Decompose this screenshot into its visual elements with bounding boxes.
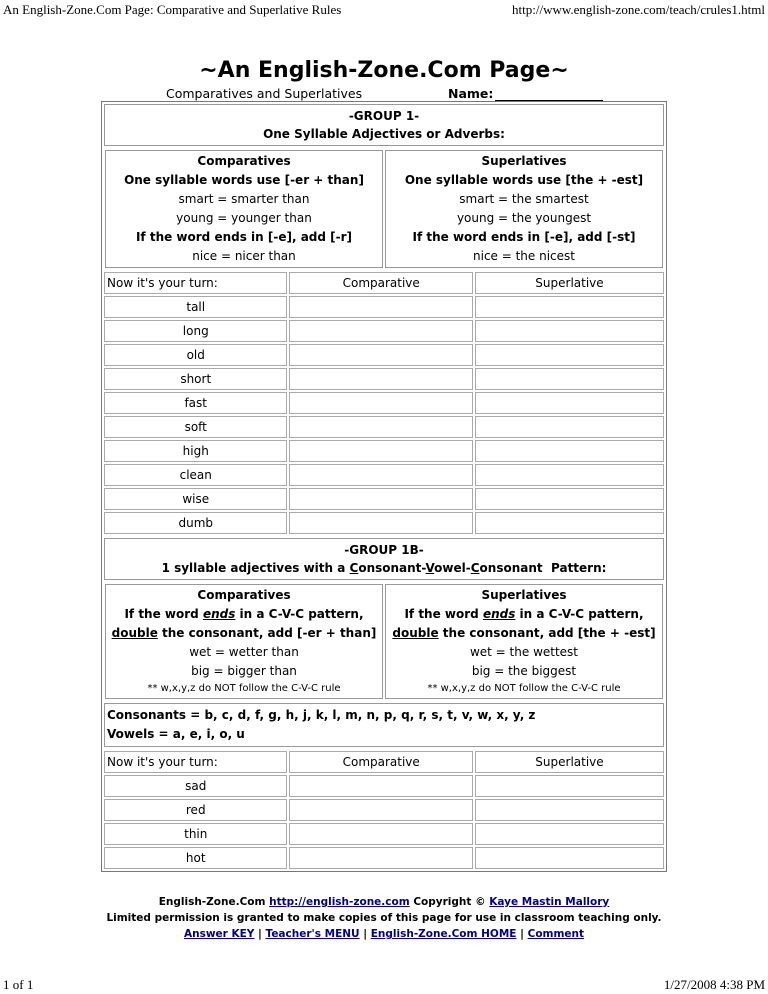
name-blank [495, 88, 603, 101]
answer-key-link[interactable]: Answer KEY [183, 928, 255, 940]
group1b-heading: -GROUP 1B- [344, 543, 424, 557]
group1-superlatives [385, 150, 663, 268]
practice-word: clean [104, 464, 287, 486]
group1-rules [104, 148, 664, 270]
table-row [104, 392, 664, 414]
rule-text: in a C-V-C pattern, [515, 607, 644, 621]
print-url: http://www.english-zone.com/teach/crules1.html [512, 2, 765, 17]
group1b-header [104, 538, 664, 580]
practice-word: long [104, 320, 287, 342]
copyright-text: Copyright © [409, 896, 490, 908]
group1-subheading: One Syllable Adjectives or Adverbs: [263, 127, 505, 141]
footer-links [0, 926, 768, 942]
comparatives-rule [108, 605, 380, 624]
table-header-row [104, 272, 664, 294]
group1b-subheading [107, 559, 661, 577]
practice-word: sad [104, 775, 287, 797]
table-row [104, 368, 664, 390]
comparatives-title: Comparatives [197, 154, 291, 168]
subheading-text: 1 syllable adjectives with a [161, 561, 350, 575]
comparatives-example: nice = nicer than [192, 249, 296, 263]
column-header: Now it's your turn: [104, 272, 287, 294]
table-row [104, 344, 664, 366]
answer-cell[interactable] [475, 320, 664, 342]
table-row [104, 823, 664, 845]
comparatives-rule: One syllable words use [-er + than] [124, 173, 364, 187]
rule-text: the consonant, add [the + -est] [438, 626, 656, 640]
group1b-practice-table [102, 749, 666, 871]
group1-practice-table [102, 270, 666, 536]
superlatives-title: Superlatives [481, 154, 567, 168]
page-footer [0, 894, 768, 942]
superlatives-example: wet = the wettest [469, 645, 579, 659]
link-separator: | [254, 928, 266, 940]
print-datetime: 1/27/2008 4:38 PM [663, 977, 765, 992]
comparatives-note: ** w,x,y,z do NOT follow the C-V-C rule [147, 683, 341, 694]
teachers-menu-link[interactable]: Teacher's MENU [265, 928, 360, 940]
subheading-text: onsonant Pattern: [479, 561, 607, 575]
superlatives-rule [388, 605, 660, 624]
practice-word: fast [104, 392, 287, 414]
comparatives-example: wet = wetter than [189, 645, 299, 659]
practice-word: tall [104, 296, 287, 318]
answer-cell[interactable] [289, 368, 472, 390]
subheading-text: owel- [434, 561, 471, 575]
subheading-c: C [349, 561, 359, 575]
practice-word: hot [104, 847, 287, 869]
answer-cell[interactable] [289, 392, 472, 414]
answer-cell[interactable] [289, 823, 472, 845]
group1-heading: -GROUP 1- [348, 109, 420, 123]
subheading-text: onsonant- [358, 561, 426, 575]
table-row [104, 296, 664, 318]
table-row [104, 799, 664, 821]
link-separator: | [359, 928, 371, 940]
answer-cell[interactable] [289, 775, 472, 797]
answer-cell[interactable] [475, 488, 664, 510]
column-header: Superlative [475, 272, 664, 294]
column-header: Comparative [289, 272, 472, 294]
practice-word: old [104, 344, 287, 366]
rule-emphasis: double [392, 626, 439, 640]
answer-cell[interactable] [289, 320, 472, 342]
vowels-list: Vowels = a, e, i, o, u [107, 727, 245, 741]
print-page-count: 1 of 1 [3, 977, 34, 992]
page-title: ~An English-Zone.Com Page~ [199, 58, 569, 83]
column-header: Now it's your turn: [104, 751, 287, 773]
comparatives-rule-e: If the word ends in [-e], add [-r] [135, 230, 353, 244]
answer-cell[interactable] [475, 464, 664, 486]
superlatives-rule-e: If the word ends in [-e], add [-st] [412, 230, 636, 244]
table-row [104, 320, 664, 342]
rule-text: in a C-V-C pattern, [235, 607, 364, 621]
letters-box [104, 703, 664, 747]
table-row [104, 512, 664, 534]
superlatives-example: smart = the smartest [459, 192, 589, 206]
answer-cell[interactable] [289, 847, 472, 869]
practice-word: short [104, 368, 287, 390]
answer-cell[interactable] [289, 296, 472, 318]
link-separator: | [516, 928, 528, 940]
rule-text: If the word [124, 607, 203, 621]
practice-word: high [104, 440, 287, 462]
site-name: English-Zone.Com [158, 896, 270, 908]
superlatives-example: big = the biggest [471, 664, 577, 678]
answer-cell[interactable] [475, 775, 664, 797]
table-header-row [104, 751, 664, 773]
answer-cell[interactable] [475, 344, 664, 366]
practice-word: dumb [104, 512, 287, 534]
superlatives-rule: One syllable words use [the + -est] [404, 173, 644, 187]
column-header: Comparative [289, 751, 472, 773]
rule-text: the consonant, add [-er + than] [157, 626, 377, 640]
answer-cell[interactable] [289, 512, 472, 534]
group1b-superlatives [385, 584, 663, 699]
superlatives-title: Superlatives [481, 588, 567, 602]
answer-cell[interactable] [289, 344, 472, 366]
table-row [104, 775, 664, 797]
answer-cell[interactable] [289, 416, 472, 438]
name-field [448, 86, 603, 101]
answer-cell[interactable] [475, 416, 664, 438]
comparatives-example: smart = smarter than [178, 192, 310, 206]
subtitle: Comparatives and Superlatives [166, 86, 363, 101]
credit-line [0, 894, 768, 910]
rule-emphasis: ends [202, 607, 236, 621]
answer-cell[interactable] [289, 440, 472, 462]
answer-cell[interactable] [475, 440, 664, 462]
consonants-list: Consonants = b, c, d, f, g, h, j, k, l, m, n, p, q, r, s, t, v, w, x, y, z [107, 708, 536, 722]
practice-word: soft [104, 416, 287, 438]
table-row [104, 488, 664, 510]
answer-cell[interactable] [475, 847, 664, 869]
group1b-comparatives [105, 584, 383, 699]
table-row [104, 464, 664, 486]
group1b-rules [104, 582, 664, 701]
column-header: Superlative [475, 751, 664, 773]
comment-link[interactable]: Comment [527, 928, 585, 940]
worksheet [101, 101, 667, 872]
rule-emphasis: double [111, 626, 158, 640]
subheading-c: C [470, 561, 480, 575]
superlatives-example: young = the youngest [456, 211, 592, 225]
permission-notice: Limited permission is granted to make copies of this page for use in classroom teaching only. [106, 912, 662, 924]
comparatives-example: big = bigger than [191, 664, 297, 678]
rule-emphasis: ends [482, 607, 516, 621]
author-link[interactable]: Kaye Mastin Mallory [489, 896, 610, 908]
superlatives-example: nice = the nicest [473, 249, 575, 263]
superlatives-note: ** w,x,y,z do NOT follow the C-V-C rule [427, 683, 621, 694]
practice-word: red [104, 799, 287, 821]
comparatives-title: Comparatives [197, 588, 291, 602]
name-label: Name: [448, 86, 494, 101]
comparatives-rule [108, 624, 380, 643]
group1-header [104, 104, 664, 146]
answer-cell[interactable] [475, 296, 664, 318]
answer-cell[interactable] [475, 799, 664, 821]
subheading-v: V [425, 561, 435, 575]
answer-cell[interactable] [475, 368, 664, 390]
group1-comparatives [105, 150, 383, 268]
answer-cell[interactable] [475, 392, 664, 414]
answer-cell[interactable] [289, 799, 472, 821]
table-row [104, 416, 664, 438]
answer-cell[interactable] [475, 512, 664, 534]
practice-word: wise [104, 488, 287, 510]
table-row [104, 847, 664, 869]
superlatives-rule [388, 624, 660, 643]
print-page-title: An English-Zone.Com Page: Comparative and Superlative Rules [3, 2, 342, 17]
comparatives-example: young = younger than [176, 211, 312, 225]
site-link[interactable]: http://english-zone.com [269, 896, 410, 908]
practice-word: thin [104, 823, 287, 845]
rule-text: If the word [404, 607, 483, 621]
table-row [104, 440, 664, 462]
answer-cell[interactable] [289, 488, 472, 510]
home-link[interactable]: English-Zone.Com HOME [370, 928, 517, 940]
answer-cell[interactable] [475, 823, 664, 845]
answer-cell[interactable] [289, 464, 472, 486]
